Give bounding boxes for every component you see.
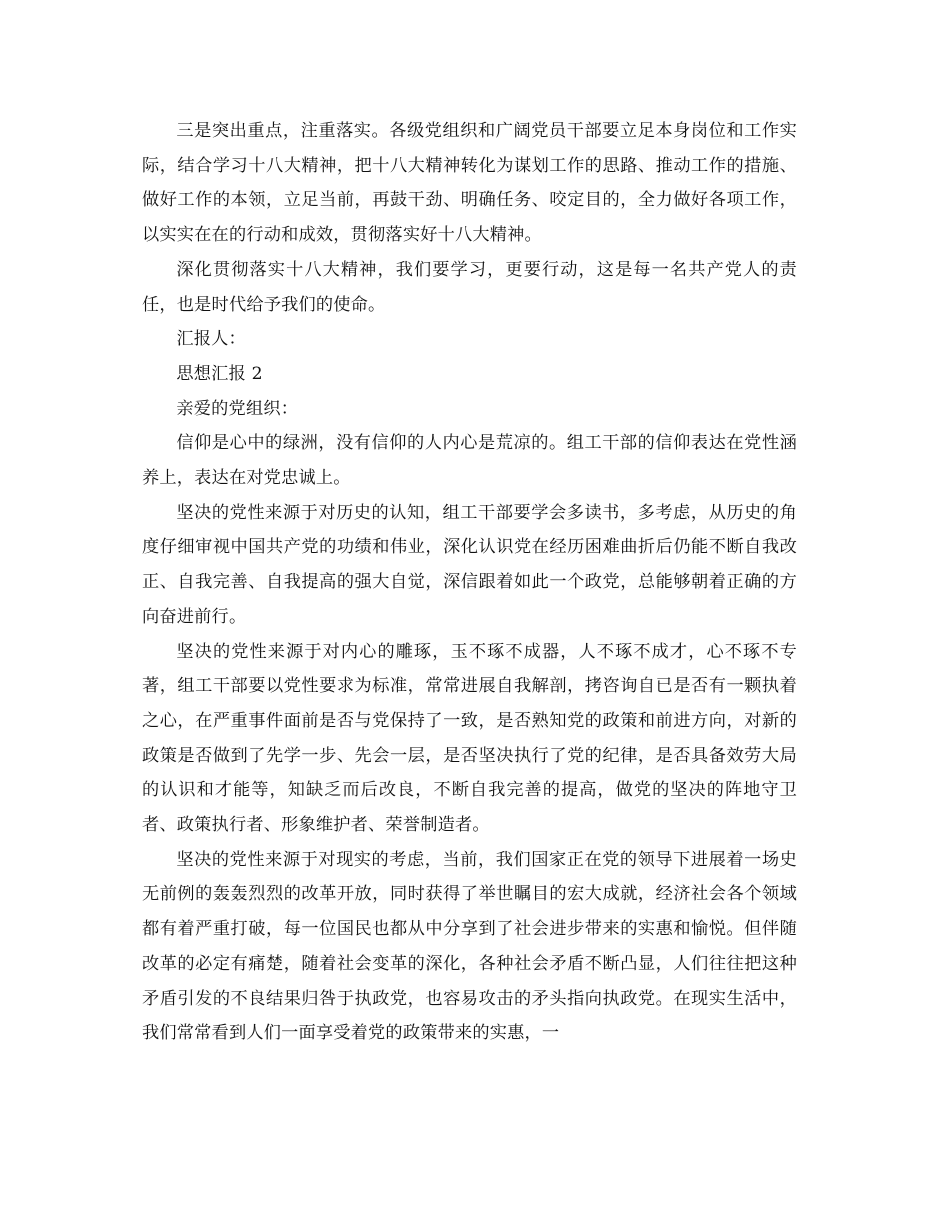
paragraph-history: 坚决的党性来源于对历史的认知，组工干部要学会多读书，多考虑，从历史的角度仔细审视中国共产党的功绩和伟业，深化认识党在经历困难曲折后仍能不断自我改正、自我完善、自我提高的强大自觉，深信跟着如此一个政党，总能够朝着正确的方向奋进前行。 [142, 502, 797, 627]
paragraph-mission: 深化贯彻落实十八大精神，我们要学习，更要行动，这是每一名共产党人的责任，也是时代给予我们的使命。 [142, 259, 797, 315]
document-body [142, 114, 797, 1051]
paragraph-faith: 信仰是心中的绿洲，没有信仰的人内心是荒凉的。组工干部的信仰表达在党性涵养上，表达在对党忠诚上。 [142, 433, 797, 489]
salutation: 亲爱的党组织： [176, 398, 299, 419]
paragraph-focus-implementation: 三是突出重点，注重落实。各级党组织和广阔党员干部要立足本身岗位和工作实际，结合学习十八大精神，把十八大精神转化为谋划工作的思路、推动工作的措施、做好工作的本领，立足当前，再鼓干劲、明确任务、咬定目的，全力做好各项工作，以实实在在的行动和成效，贯彻落实好十八大精神。 [142, 121, 797, 246]
paragraph-reality: 坚决的党性来源于对现实的考虑，当前，我们国家正在党的领导下进展着一场史无前例的轰轰烈烈的改革开放，同时获得了举世瞩目的宏大成就，经济社会各个领域都有着严重打破，每一位国民也都从中分享到了社会进步带来的实惠和愉悦。但伴随改革的必定有痛楚，随着社会变革的深化，各种社会矛盾不断凸显，人们往往把这种矛盾引发的不良结果归咎于执政党，也容易攻击的矛头指向执政党。在现实生活中，我们常常看到人们一面享受着党的政策带来的实惠，一 [142, 849, 797, 1044]
report-title: 思想汇报 2 [176, 363, 263, 384]
reporter-label: 汇报人： [176, 329, 246, 350]
paragraph-self-reflection: 坚决的党性来源于对内心的雕琢，玉不琢不成器，人不琢不成才，心不琢不专著，组工干部要以党性要求为标准，常常进展自我解剖，拷咨询自已是否有一颗执着之心，在严重事件面前是否与党保持了一致，是否熟知党的政策和前进方向，对新的政策是否做到了先学一步、先会一层，是否坚决执行了党的纪律，是否具备效劳大局的认识和才能等，知缺乏而后改良，不断自我完善的提高，做党的坚决的阵地守卫者、政策执行者、形象维护者、荣誉制造者。 [142, 641, 797, 836]
